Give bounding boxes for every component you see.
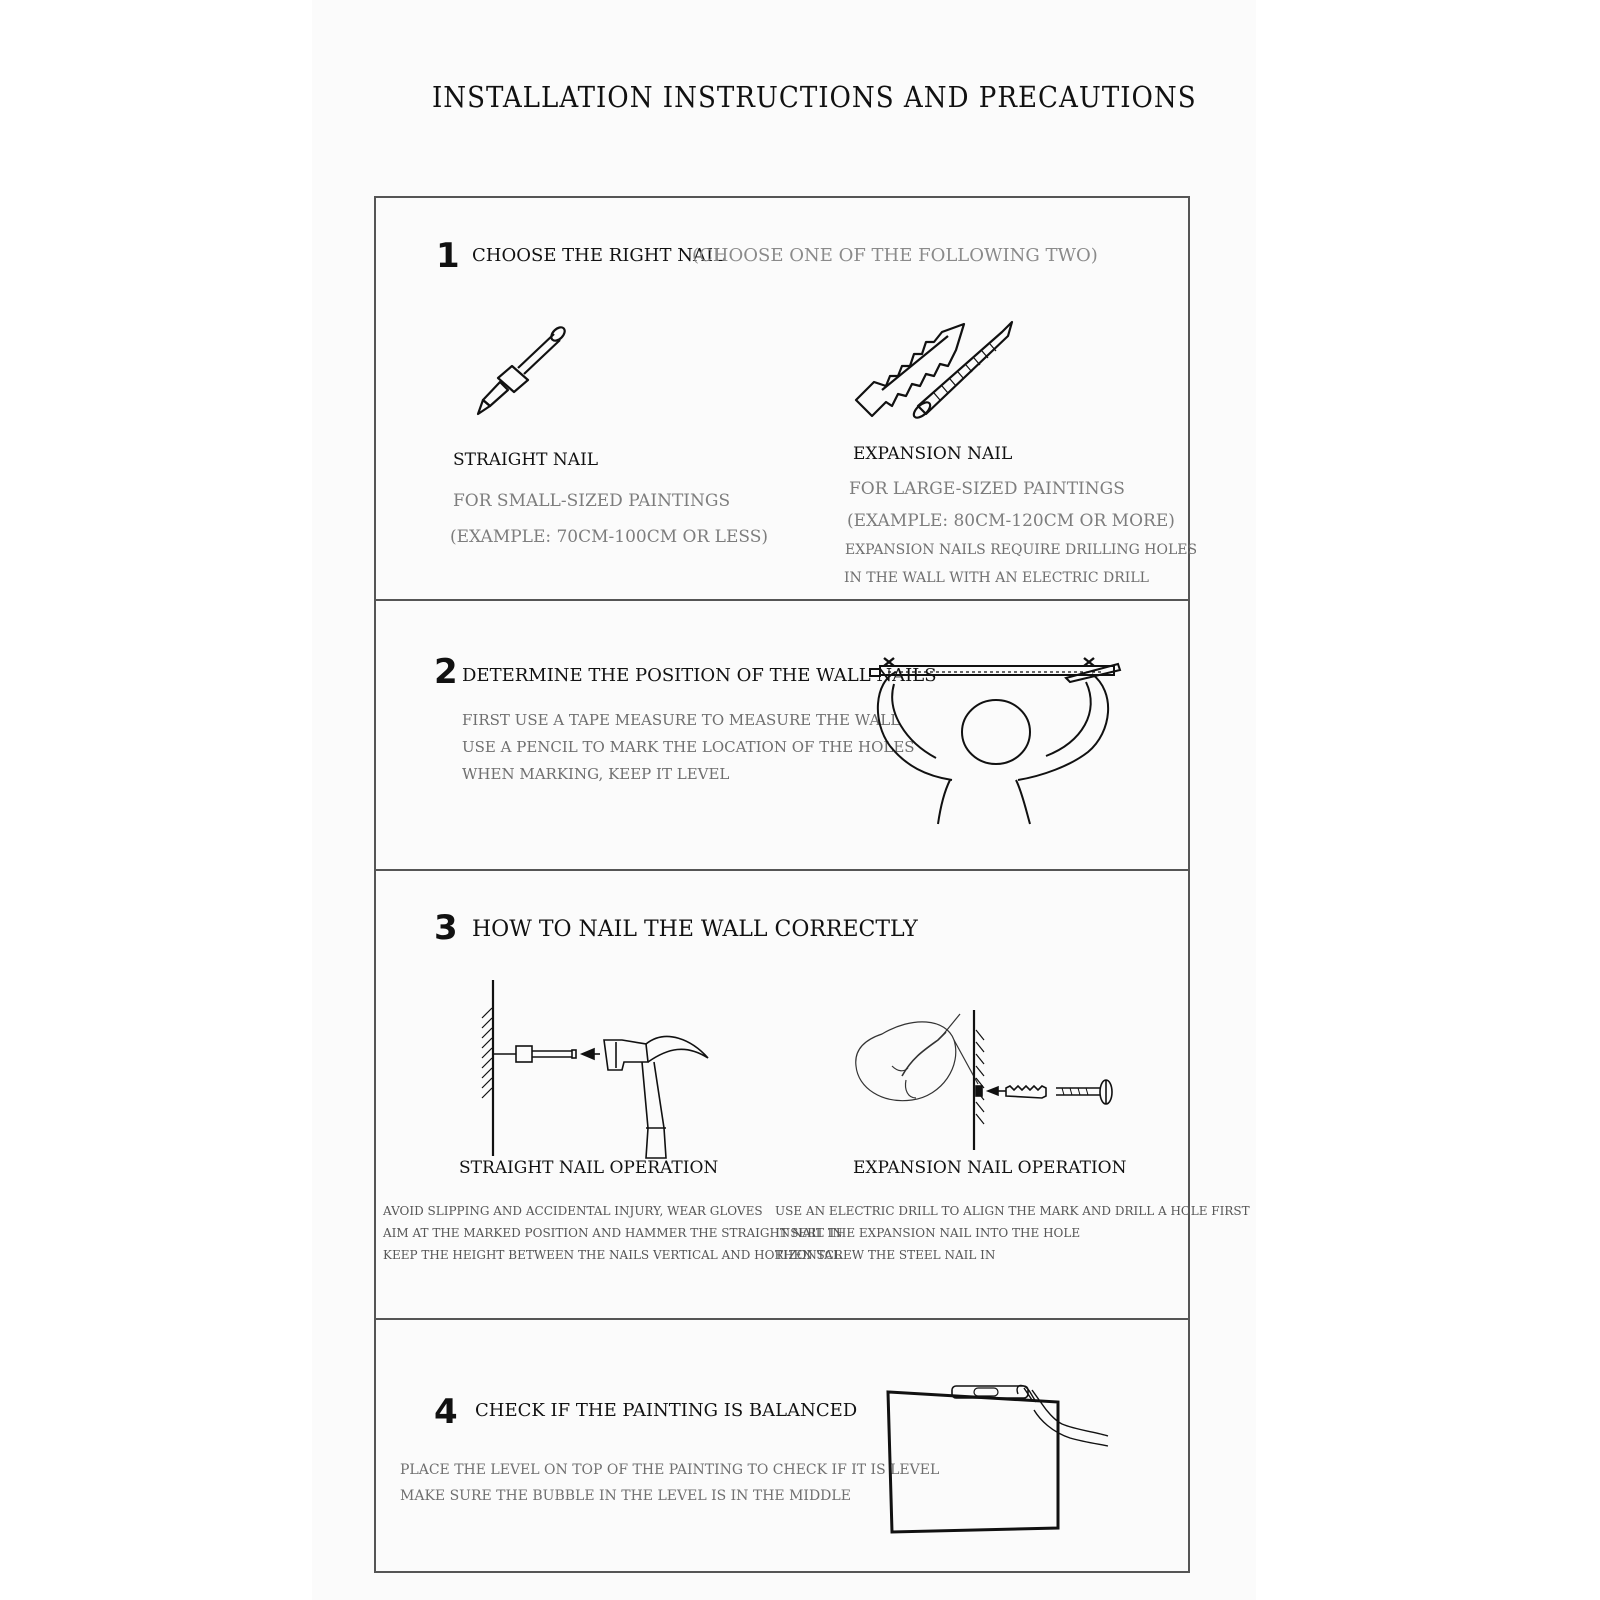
expansion-nail-operation-label: EXPANSION NAIL OPERATION	[853, 1158, 1127, 1178]
expansion-nail-note-2: IN THE WALL WITH AN ELECTRIC DRILL	[844, 570, 1149, 586]
divider-step1-step2	[374, 599, 1190, 601]
step1-number: 1	[436, 236, 460, 276]
divider-step2-step3	[374, 869, 1190, 871]
step3-heading: HOW TO NAIL THE WALL CORRECTLY	[472, 917, 918, 942]
hammer-nail-illustration	[476, 978, 716, 1158]
drill-expansion-illustration	[842, 1010, 1132, 1160]
step3-number: 3	[434, 908, 458, 948]
straight-nail-icon	[470, 322, 580, 418]
step4-number: 4	[434, 1392, 458, 1432]
step2-line-2: USE A PENCIL TO MARK THE LOCATION OF THE HOLES	[462, 738, 915, 756]
straight-nail-use: FOR SMALL-SIZED PAINTINGS	[453, 491, 731, 511]
step4-heading: CHECK IF THE PAINTING IS BALANCED	[475, 1400, 858, 1421]
straight-nail-operation-label: STRAIGHT NAIL OPERATION	[459, 1158, 719, 1178]
expansion-op-line-3: THEN SCREW THE STEEL NAIL IN	[775, 1248, 996, 1262]
measuring-person-icon	[866, 652, 1136, 824]
expansion-op-line-1: USE AN ELECTRIC DRILL TO ALIGN THE MARK AND DRILL A HOLE FIRST	[775, 1204, 1250, 1218]
straight-nail-example: (EXAMPLE: 70CM-100CM OR LESS)	[450, 527, 769, 547]
expansion-nail-use: FOR LARGE-SIZED PAINTINGS	[849, 479, 1125, 499]
page-title: INSTALLATION INSTRUCTIONS AND PRECAUTIONS	[432, 80, 1197, 114]
step1-heading: CHOOSE THE RIGHT NAIL	[472, 245, 726, 266]
step4-line-2: MAKE SURE THE BUBBLE IN THE LEVEL IS IN THE MIDDLE	[400, 1488, 851, 1504]
step4-line-1: PLACE THE LEVEL ON TOP OF THE PAINTING TO CHECK IF IT IS LEVEL	[400, 1462, 940, 1478]
level-check-illustration	[886, 1380, 1116, 1536]
straight-nail-label: STRAIGHT NAIL	[453, 450, 599, 470]
straight-op-line-3: KEEP THE HEIGHT BETWEEN THE NAILS VERTICAL AND HORIZONTAL	[383, 1248, 841, 1262]
expansion-nail-label: EXPANSION NAIL	[853, 444, 1013, 464]
step2-line-3: WHEN MARKING, KEEP IT LEVEL	[462, 765, 730, 783]
divider-step3-step4	[374, 1318, 1190, 1320]
step2-line-1: FIRST USE A TAPE MEASURE TO MEASURE THE WALL	[462, 711, 901, 729]
straight-op-line-2: AIM AT THE MARKED POSITION AND HAMMER THE STRAIGHT NAIL IN	[383, 1226, 843, 1240]
expansion-nail-icon	[852, 314, 1022, 420]
expansion-op-line-2: INSERT THE EXPANSION NAIL INTO THE HOLE	[775, 1226, 1081, 1240]
step2-number: 2	[434, 652, 458, 692]
step2-heading: DETERMINE THE POSITION OF THE WALL NAILS	[462, 665, 937, 686]
expansion-nail-note-1: EXPANSION NAILS REQUIRE DRILLING HOLES	[845, 542, 1198, 558]
expansion-nail-example: (EXAMPLE: 80CM-120CM OR MORE)	[847, 511, 1175, 531]
straight-op-line-1: AVOID SLIPPING AND ACCIDENTAL INJURY, WEAR GLOVES	[383, 1204, 763, 1218]
step1-heading-note: (CHOOSE ONE OF THE FOLLOWING TWO)	[692, 245, 1098, 266]
